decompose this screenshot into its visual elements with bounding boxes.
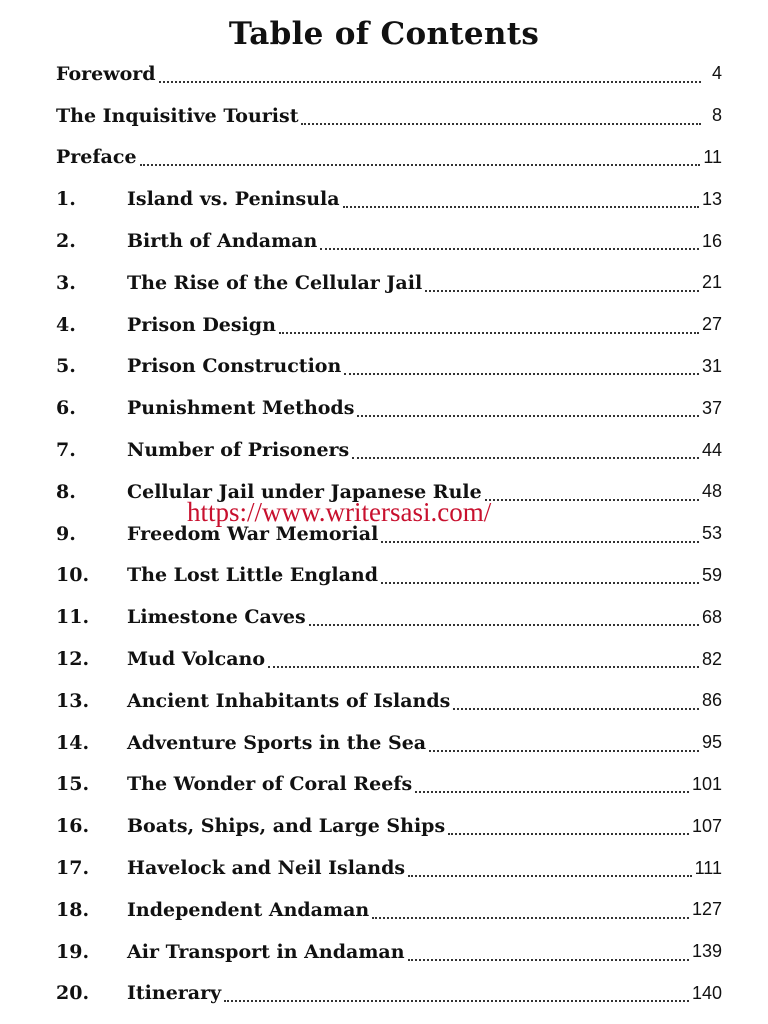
chapter-number: 2.: [56, 230, 76, 253]
entry-title: Mud Volcano: [127, 648, 266, 671]
entry-title: Cellular Jail under Japanese Rule: [127, 480, 482, 503]
dot-leader: [408, 873, 692, 877]
page-number: 27: [701, 314, 722, 335]
dot-leader: [140, 162, 701, 166]
chapter-number: 15.: [56, 773, 90, 796]
entry-title: Birth of Andaman: [127, 230, 318, 253]
chapter-number: 12.: [56, 648, 90, 671]
page-number: 95: [701, 732, 722, 753]
entry-title: Itinerary: [127, 982, 222, 1005]
entry-title: Air Transport in Andaman: [127, 940, 405, 963]
chapter-number: 13.: [56, 689, 90, 712]
toc-entry[interactable]: [56, 931, 722, 973]
page-number: 4: [711, 63, 722, 84]
dot-leader: [448, 831, 689, 835]
page-number: 59: [701, 564, 722, 585]
entry-title: Preface: [56, 146, 137, 169]
toc-entry[interactable]: [56, 638, 722, 680]
page-number: 68: [701, 606, 722, 627]
toc-entry[interactable]: [56, 680, 722, 722]
dot-leader: [352, 455, 699, 459]
entry-title: Foreword: [56, 62, 156, 85]
table-of-contents: [56, 53, 722, 1014]
page-number: 86: [701, 690, 722, 711]
toc-entry[interactable]: [56, 346, 722, 388]
entry-title: Number of Prisoners: [127, 439, 350, 462]
entry-title: Boats, Ships, and Large Ships: [127, 815, 446, 838]
entry-title: Limestone Caves: [127, 606, 306, 629]
toc-entry[interactable]: [56, 262, 722, 304]
chapter-number: 16.: [56, 815, 90, 838]
dot-leader: [320, 246, 699, 250]
dot-leader: [408, 957, 689, 961]
page-number: 11: [703, 146, 722, 167]
chapter-number: 3.: [56, 271, 76, 294]
page-number: 13: [701, 188, 722, 209]
chapter-number: 20.: [56, 982, 90, 1005]
dot-leader: [415, 789, 689, 793]
page-number: 127: [691, 899, 722, 920]
toc-entry[interactable]: [56, 429, 722, 471]
page-number: 44: [701, 439, 722, 460]
dot-leader: [381, 539, 699, 543]
page-number: 48: [701, 481, 722, 502]
chapter-number: 18.: [56, 898, 90, 921]
page-number: 16: [701, 230, 722, 251]
page-number: 8: [711, 105, 722, 126]
entry-title: The Rise of the Cellular Jail: [127, 271, 423, 294]
chapter-number: 14.: [56, 731, 90, 754]
dot-leader: [159, 79, 701, 83]
watermark-text: https://www.writersasi.com/: [187, 497, 492, 527]
chapter-number: 4.: [56, 313, 76, 336]
toc-entry[interactable]: [56, 722, 722, 764]
dot-leader: [429, 748, 699, 752]
entry-title: Prison Construction: [127, 355, 342, 378]
toc-entry[interactable]: [56, 95, 722, 137]
toc-entry[interactable]: [56, 764, 722, 806]
entry-title: Independent Andaman: [127, 898, 370, 921]
entry-title: Ancient Inhabitants of Islands: [127, 689, 451, 712]
entry-title: The Wonder of Coral Reefs: [127, 773, 413, 796]
toc-entry[interactable]: [56, 805, 722, 847]
chapter-number: 10.: [56, 564, 90, 587]
dot-leader: [301, 121, 701, 125]
chapter-number: 1.: [56, 188, 76, 211]
toc-entry[interactable]: [56, 387, 722, 429]
entry-title: Adventure Sports in the Sea: [127, 731, 427, 754]
page-number: 101: [691, 773, 722, 794]
toc-entry[interactable]: [56, 847, 722, 889]
entry-title: The Lost Little England: [127, 564, 379, 587]
chapter-number: 11.: [56, 606, 90, 629]
dot-leader: [224, 998, 689, 1002]
toc-entry[interactable]: [56, 596, 722, 638]
dot-leader: [425, 288, 699, 292]
toc-entry[interactable]: [56, 555, 722, 597]
dot-leader: [344, 371, 699, 375]
chapter-number: 7.: [56, 439, 76, 462]
entry-title: The Inquisitive Tourist: [56, 104, 299, 127]
toc-entry[interactable]: [56, 137, 722, 179]
entry-title: Punishment Methods: [127, 397, 355, 420]
page-number: 139: [691, 941, 722, 962]
entry-title: Havelock and Neil Islands: [127, 857, 406, 880]
chapter-number: 19.: [56, 940, 90, 963]
page-number: 140: [691, 982, 722, 1003]
page-number: 111: [694, 857, 722, 878]
dot-leader: [268, 664, 699, 668]
page-number: 53: [701, 523, 722, 544]
dot-leader: [309, 622, 699, 626]
toc-entry[interactable]: [56, 304, 722, 346]
page-title: Table of Contents: [228, 16, 540, 52]
dot-leader: [279, 330, 699, 334]
dot-leader: [485, 497, 699, 501]
chapter-number: 17.: [56, 857, 90, 880]
dot-leader: [381, 580, 699, 584]
toc-entry[interactable]: [56, 220, 722, 262]
dot-leader: [357, 413, 699, 417]
dot-leader: [372, 915, 689, 919]
dot-leader: [343, 204, 699, 208]
toc-entry[interactable]: [56, 889, 722, 931]
page-number: 31: [701, 355, 722, 376]
toc-entry[interactable]: [56, 178, 722, 220]
page-number: 82: [701, 648, 722, 669]
entry-title: Island vs. Peninsula: [127, 188, 340, 211]
page-number: 107: [691, 815, 722, 836]
toc-entry[interactable]: [56, 973, 722, 1015]
page-number: 37: [701, 397, 722, 418]
chapter-number: 5.: [56, 355, 76, 378]
chapter-number: 9.: [56, 522, 76, 545]
chapter-number: 8.: [56, 480, 76, 503]
toc-entry[interactable]: [56, 53, 722, 95]
entry-title: Freedom War Memorial: [127, 522, 379, 545]
chapter-number: 6.: [56, 397, 76, 420]
entry-title: Prison Design: [127, 313, 276, 336]
page-number: 21: [701, 272, 722, 293]
dot-leader: [453, 706, 699, 710]
